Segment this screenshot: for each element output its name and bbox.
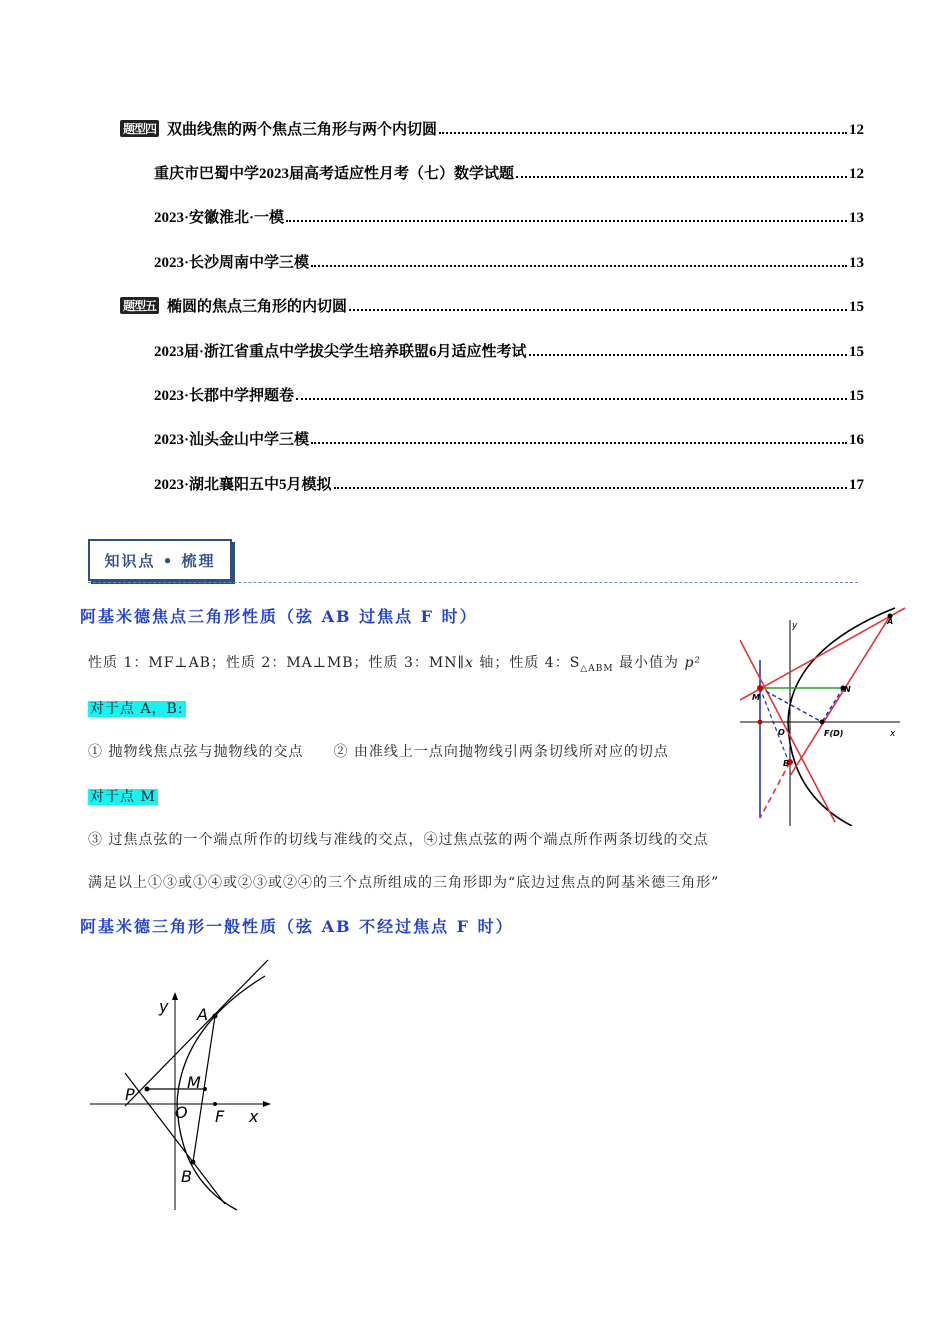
point-b: [191, 1160, 196, 1165]
label-b: B: [181, 1167, 192, 1186]
toc-title: 双曲线焦的两个焦点三角形与两个内切圆: [167, 122, 438, 138]
props-sub: △ABM: [580, 663, 614, 674]
point-f: [213, 1102, 217, 1106]
toc-title: 2023·安徽淮北·一模: [154, 210, 285, 226]
heading-focal-archimedes: 阿基米德焦点三角形性质（弦 AB 过焦点 F 时）: [80, 607, 478, 626]
label-m: M: [187, 1073, 201, 1092]
label-p: P: [125, 1085, 135, 1104]
highlight-point-m: 对于点 M: [90, 789, 156, 805]
label-b: B: [783, 759, 790, 768]
label-o: O: [175, 1103, 188, 1122]
toc-title: 2023·长沙周南中学三模: [154, 255, 310, 271]
toc-title: 2023·汕头金山中学三模: [154, 432, 310, 448]
props-suffix: 最小值为: [613, 655, 685, 671]
toc-leader: [311, 265, 847, 267]
mf-dashed: [760, 688, 822, 722]
label-a: A: [197, 1005, 208, 1024]
point-p: [145, 1087, 150, 1092]
tangent-b-extend: [760, 762, 790, 818]
toc-entry-5[interactable]: [120, 295, 864, 316]
props-p: p²: [684, 655, 702, 671]
toc-entry-9[interactable]: [154, 473, 864, 494]
toc-page: 12: [849, 122, 864, 138]
toc-entry-1[interactable]: [120, 118, 864, 139]
label-o: O: [778, 728, 785, 737]
y-arrow: [172, 992, 178, 1000]
label-f: F(D): [824, 729, 844, 738]
toc-leader: [349, 309, 847, 311]
x-arrow: [263, 1101, 271, 1107]
toc-title: 2023·湖北襄阳五中5月模拟: [154, 477, 332, 493]
toc-leader: [439, 132, 847, 134]
point-m: [203, 1087, 207, 1091]
figure-focal-triangle: [740, 600, 910, 826]
toc-type-badge: 题型五: [120, 297, 159, 314]
toc-entry-2[interactable]: [154, 162, 864, 183]
point-f: [820, 720, 825, 725]
highlight-points-ab: 对于点 A，B:: [90, 701, 184, 717]
toc-page: 17: [849, 477, 864, 493]
toc-page: 13: [849, 210, 864, 226]
label-y: y: [792, 621, 798, 631]
toc-title: 重庆市巴蜀中学2023届高考适应性月考（七）数学试题: [154, 166, 515, 182]
toc-entry-3[interactable]: [154, 206, 864, 227]
toc-entry-6[interactable]: [154, 340, 864, 361]
parabola: [788, 608, 895, 826]
label-a: A: [887, 617, 894, 626]
label-x: x: [890, 729, 896, 739]
for-point-m: [88, 786, 158, 806]
toc-leader: [529, 354, 847, 356]
toc-leader: [516, 176, 847, 178]
for-points-ab: [88, 698, 186, 718]
properties-line: [88, 652, 701, 674]
toc-page: 15: [849, 388, 864, 404]
toc-title: 椭圆的焦点三角形的内切圆: [167, 299, 348, 315]
section-label: 知识点 • 梳理: [88, 539, 232, 581]
toc-page: 15: [849, 299, 864, 315]
point-m: [757, 685, 763, 691]
toc-page: 13: [849, 255, 864, 271]
props-x: x: [464, 655, 474, 671]
props-mid: 轴；性质 4：S: [473, 655, 581, 671]
point-a: [213, 1014, 218, 1019]
toc-entry-7[interactable]: [154, 384, 864, 405]
heading-general-archimedes: 阿基米德三角形一般性质（弦 AB 不经过焦点 F 时）: [80, 917, 514, 936]
label-m: M: [752, 693, 760, 702]
toc-entry-4[interactable]: [154, 251, 864, 272]
label-x: x: [249, 1107, 259, 1126]
toc-leader: [311, 442, 847, 444]
label-n: N: [844, 685, 851, 694]
toc-title: 2023届·浙江省重点中学拔尖学生培养联盟6月适应性考试: [154, 344, 527, 360]
point-origin-mark: [758, 720, 763, 725]
toc-leader: [296, 398, 847, 400]
figure-general-triangle: [85, 958, 285, 1218]
toc-title: 2023·长郡中学押题卷: [154, 388, 295, 404]
section-divider: [88, 582, 858, 583]
toc-page: 15: [849, 344, 864, 360]
toc-page: 16: [849, 432, 864, 448]
tangent-b: [740, 640, 835, 822]
toc-page: 12: [849, 166, 864, 182]
nf-dashed: [822, 688, 843, 722]
toc-type-badge: 题型四: [120, 120, 159, 137]
chord-ab: [790, 616, 890, 776]
items-1-2: ① 抛物线焦点弦与抛物线的交点 ② 由准线上一点向抛物线引两条切线所对应的切点: [88, 744, 669, 760]
toc-leader: [286, 220, 847, 222]
toc-leader: [334, 487, 847, 489]
label-y: y: [159, 997, 169, 1016]
toc-entry-8[interactable]: [154, 428, 864, 449]
satisfy-line: 满足以上①③或①④或②③或②④的三个点所组成的三角形即为“底边过焦点的阿基米德三角形”: [88, 875, 720, 891]
label-f: F: [215, 1107, 225, 1126]
items-3-4: ③ 过焦点弦的一个端点所作的切线与准线的交点，④过焦点弦的两个端点所作两条切线的交点: [88, 832, 709, 848]
props-prefix: 性质 1：MF⊥AB；性质 2：MA⊥MB；性质 3：MN∥: [88, 655, 465, 671]
